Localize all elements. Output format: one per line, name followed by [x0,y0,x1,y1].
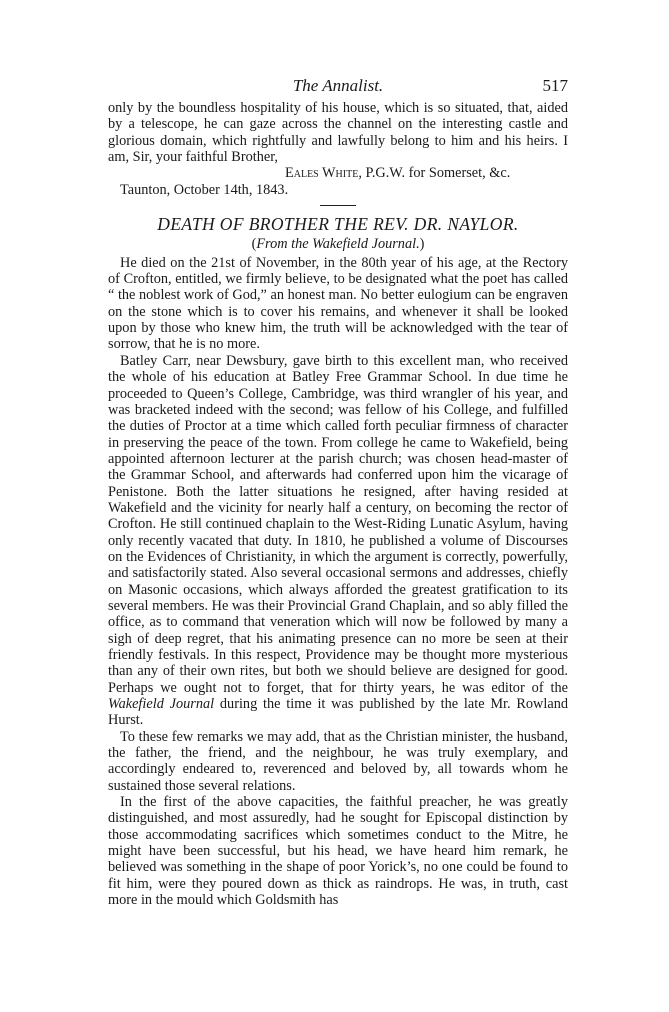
paragraph-3: To these few remarks we may add, that as the Christian minister, the husband, the father, the friend, and the neighbour, he was truly exemplary, and accordingly endeared to, reverenced and beloved by, all towards whom he sustained those several relations. [108,728,568,794]
page-number: 517 [542,76,568,95]
paragraph-2-text-a: Batley Carr, near Dewsbury, gave birth to this excellent man, who received the whole of his education at Batley Free Grammar School. In due time he proceeded to Queen’s College, Cambridge, was third wrangler of his year, and was bracketed indeed with the second; was fellow of his College, and fulfilled the duties of Proctor at a time which called forth peculiar firmness of character in preserving the peace of the town. From college he came to Wakefield, being appointed afternoon lecturer at the parish church; was chosen head-master of the Grammar School, and afterwards had conferred upon him the vicarage of Penistone. Both the latter situations he resigned, after having resided at Wakefield and the vicinity for nearly half a century, on becoming the rector of Crofton. He still continued chaplain to the West-Riding Lunatic Asylum, having only recently vacated that duty. In 1810, he published a volume of Discourses on the Evidences of Christianity, in which the argument is correctly, powerfully, and satisfactorily stated. Also several occasional sermons and addresses, chiefly on Masonic occasions, which always afforded the greatest gratification to its several members. He was their Provincial Grand Chaplain, and so ably filled the office, as to command that veneration which will now be followed by many a sigh of deep regret, that his animating presence can no more be seen at their friendly festivals. In this respect, Providence may be thought more mysterious than any of their own rites, but both we should believe are designed for good. Perhaps we ought not to forget, that for thirty years, he was editor of the [108,352,568,696]
page-header [108,76,568,98]
signature-name: Eales White [285,165,359,182]
article-title: DEATH OF BROTHER THE REV. DR. NAYLOR. [157,214,519,235]
signature-rest: , P.G.W. for Somerset, &c. [358,165,511,182]
paragraph-2 [108,353,568,729]
paragraph-2-text-b: during the time it was published by the late Mr. Rowland Hurst. [108,696,568,729]
paragraph-2-journal: Wakefield Journal [108,696,215,713]
paragraph-4: In the first of the above capacities, the faithful preacher, he was greatly distinguished, and most assuredly, had he sought for Episcopal distinction by those accommodating sacrifices which sometimes conduct to the Mitre, he might have been successful, but his head, we have heard him remark, he believed was something in the shape of poor Yorick’s, no one could be found to fit him, were they poured down as thick as raindrops. He was, in truth, cast more in the mould which Goldsmith has [108,794,568,909]
signature-line [108,165,568,181]
body-text [108,100,568,909]
source-text: From the Wakefield Journal. [256,236,420,253]
section-divider [320,205,356,206]
source-close: ) [419,236,425,253]
running-title: The Annalist. [292,76,384,95]
source-open: ( [251,236,257,253]
intro-paragraph: only by the boundless hospitality of his house, which is so situated, that, aided by a telescope, he can gaze across the channel on the interesting castle and glorious domain, which rightfully and lawfully belong to him and his heirs. I am, Sir, your faithful Brother, [108,100,568,166]
article-source [108,236,568,252]
place-date: Taunton, October 14th, 1843. [120,181,289,198]
paragraph-1: He died on the 21st of November, in the 80th year of his age, at the Rectory of Crofton, entitled, we firmly believe, to be designated what the poet has called “ the noblest work of God,” an honest man. No better eulogium can be engraven on the stone which is to cover his remains, and whenever it shall be looked upon by those who knew him, the truth will be acknowledged with the tear of sorrow, that he is no more. [108,254,568,353]
